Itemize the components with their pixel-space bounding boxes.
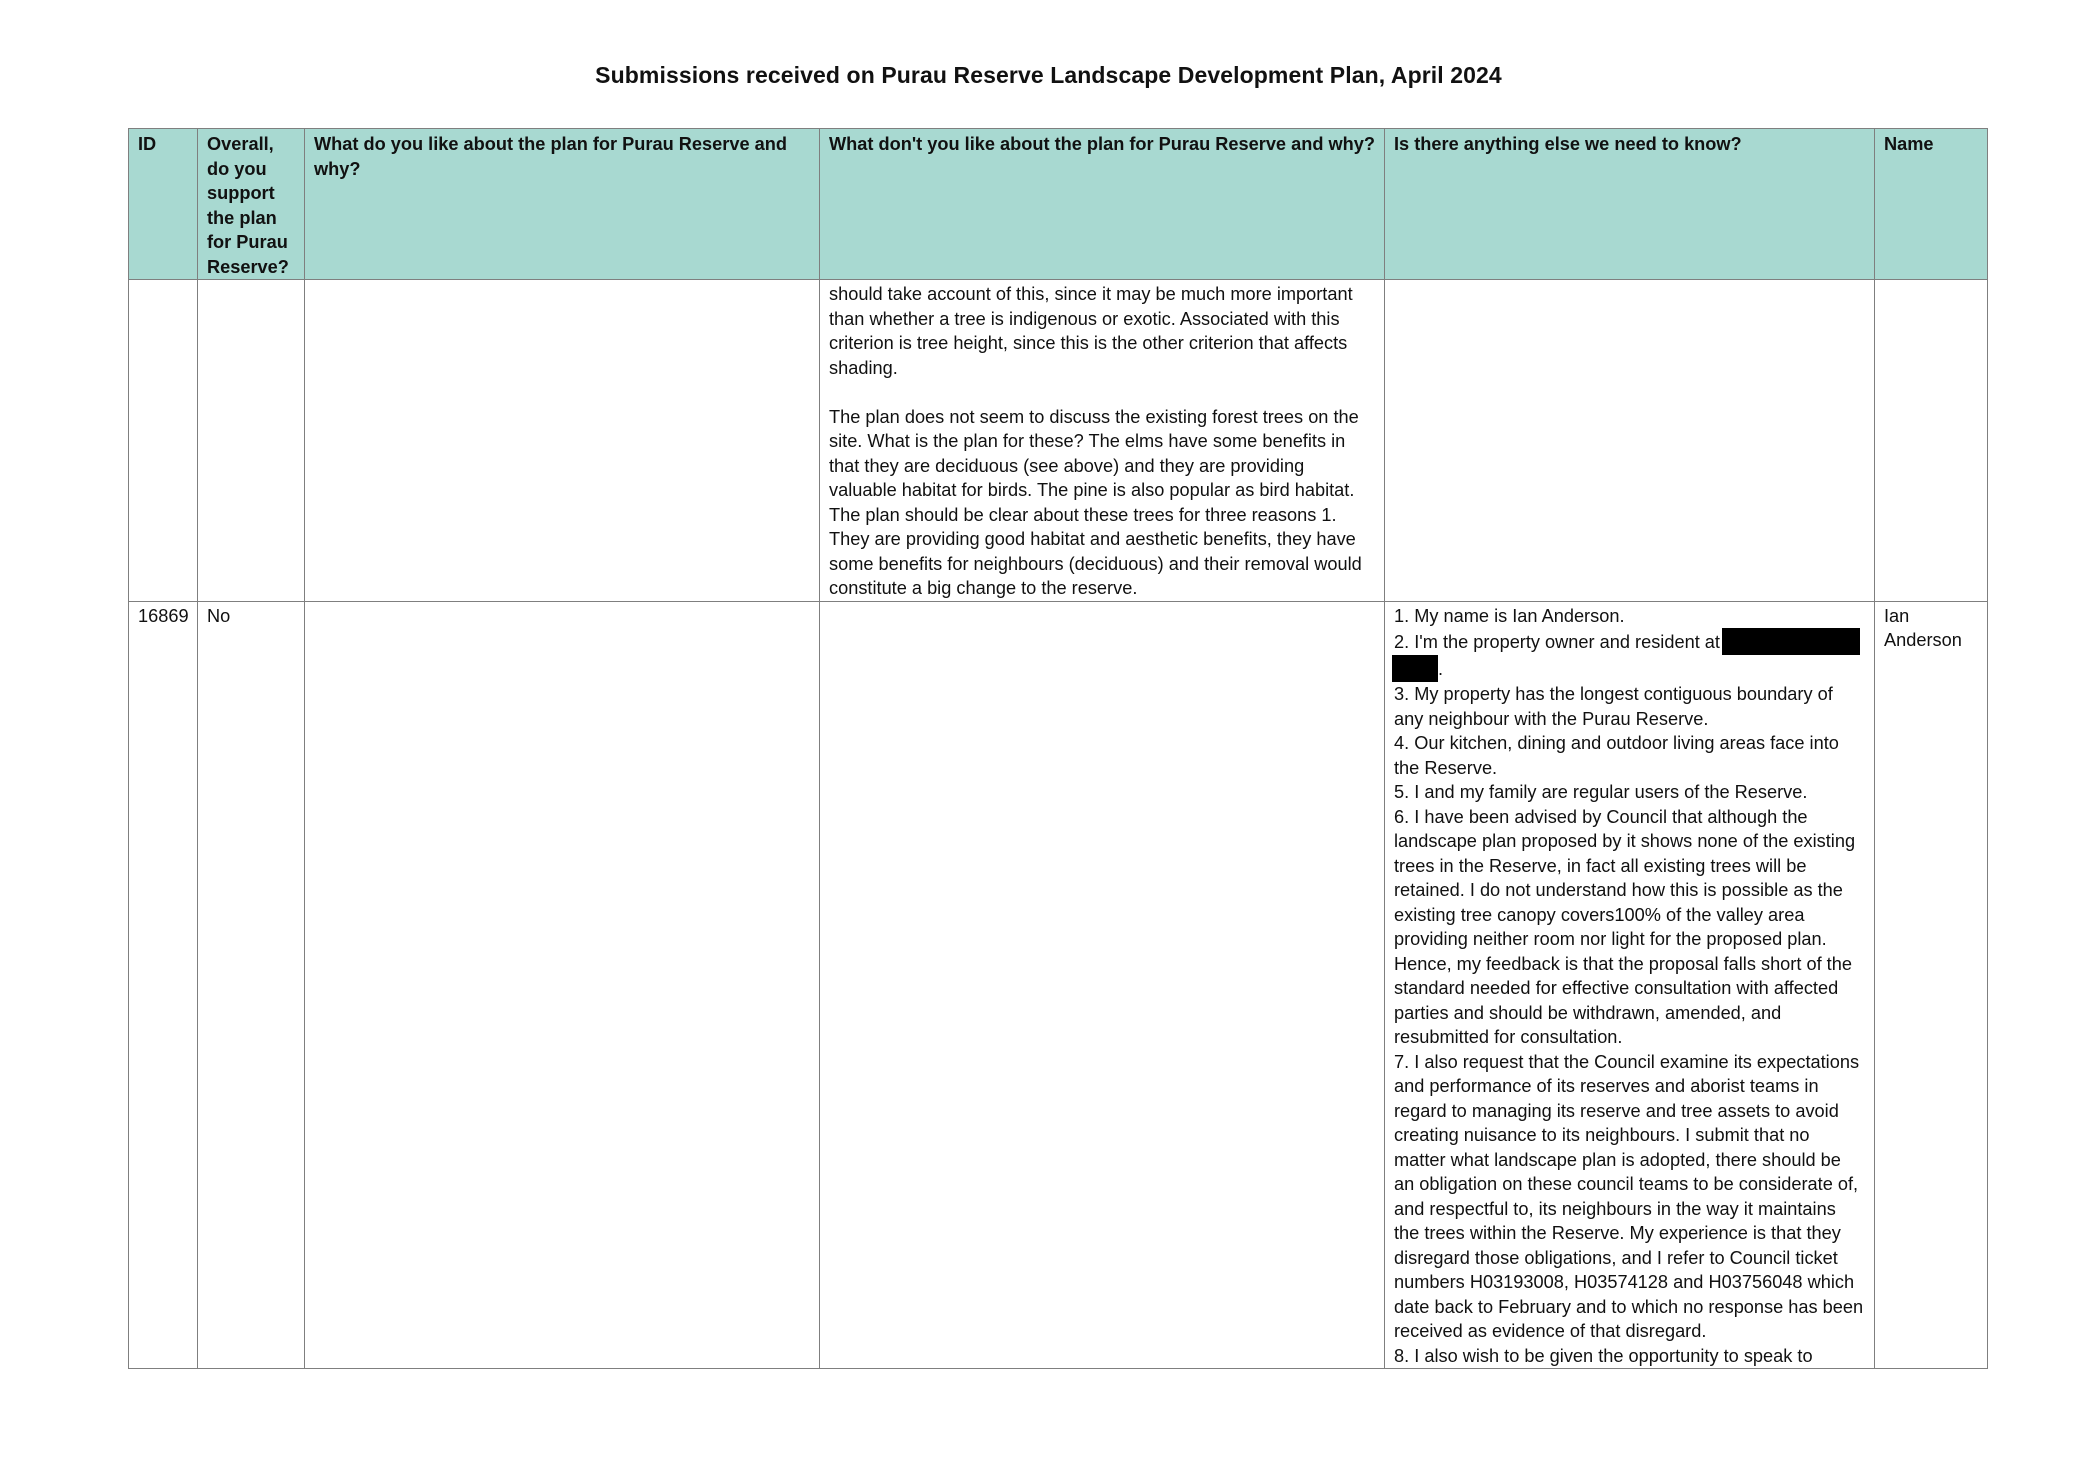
cell-anything-else — [1385, 601, 1875, 1369]
page-title: Submissions received on Purau Reserve Landscape Development Plan, April 2024 — [595, 62, 1502, 88]
cell-dislike — [820, 280, 1385, 602]
header-name: Name — [1875, 129, 1988, 280]
header-id: ID — [129, 129, 198, 280]
dislike-paragraph: should take account of this, since it may be much more important than whether a tree is indigenous or exotic. Associated with this criterion is tree height, since this is the other criterion that affects shading. — [829, 284, 1353, 378]
cell-support — [198, 280, 305, 602]
cell-id — [129, 280, 198, 602]
else-item: 7. I also request that the Council examine its expectations and performance of its reserves and aborist teams in regard to managing its reserve and tree assets to avoid creating nuisance to its neighbours. I submit that no matter what landscape plan is adopted, there should be an obligation on these council teams to be considerate of, and respectful to, its neighbours in the way it maintains the trees within the Reserve. My experience is that they disregard those obligations, and I refer to Council ticket numbers H03193008, H03574128 and H03756048 which date back to February and to which no response has been received as evidence of that disregard. — [1394, 1051, 1864, 1341]
header-support: Overall, do you support the plan for Purau Reserve? — [198, 129, 305, 280]
dislike-paragraph: The plan does not seem to discuss the existing forest trees on the site. What is the plan for these? The elms have some benefits in that they are deciduous (see above) and they are providing valuable habitat for birds. The pine is also popular as bird habitat. The plan should be clear about these trees for three reasons 1. They are providing good habitat and aesthetic benefits, they have some benefits for neighbours (deciduous) and their removal would constitute a big change to the reserve. — [829, 406, 1362, 598]
submissions-table — [128, 128, 1988, 1369]
cell-name: Ian Anderson — [1875, 601, 1988, 1369]
else-item-text: . — [1438, 659, 1444, 679]
cell-name — [1875, 280, 1988, 602]
cell-anything-else — [1385, 280, 1875, 602]
table-row — [129, 280, 1988, 602]
table-header-row — [129, 129, 1988, 280]
cell-dislike — [820, 601, 1385, 1369]
cell-id: 16869 — [129, 601, 198, 1369]
cell-support: No — [198, 601, 305, 1369]
cell-like — [305, 280, 820, 602]
header-like: What do you like about the plan for Purau Reserve and why? — [305, 129, 820, 280]
redaction-block — [1722, 628, 1860, 655]
else-item — [1394, 628, 1866, 682]
else-item: 4. Our kitchen, dining and outdoor living areas face into the Reserve. — [1394, 733, 1839, 778]
else-item: 8. I also wish to be given the opportunity to speak to — [1394, 1345, 1813, 1366]
table-row — [129, 601, 1988, 1369]
else-item: 6. I have been advised by Council that although the landscape plan proposed by it shows none of the existing trees in the Reserve, in fact all existing trees will be retained. I do not understand how this is possible as the existing tree canopy covers100% of the valley area providing neither room nor light for the proposed plan. Hence, my feedback is that the proposal falls short of the standard needed for effective consultation with affected parties and should be withdrawn, amended, and resubmitted for consultation. — [1394, 806, 1856, 1047]
else-item: 5. I and my family are regular users of the Reserve. — [1394, 782, 1808, 802]
redaction-block — [1392, 655, 1438, 682]
else-item-text: 2. I'm the property owner and resident at — [1394, 632, 1720, 652]
cell-like — [305, 601, 820, 1369]
else-item: 3. My property has the longest contiguous boundary of any neighbour with the Purau Reserve. — [1394, 684, 1833, 729]
header-anything-else: Is there anything else we need to know? — [1385, 129, 1875, 280]
header-dislike: What don't you like about the plan for Purau Reserve and why? — [820, 129, 1385, 280]
else-item: 1. My name is Ian Anderson. — [1394, 605, 1625, 626]
